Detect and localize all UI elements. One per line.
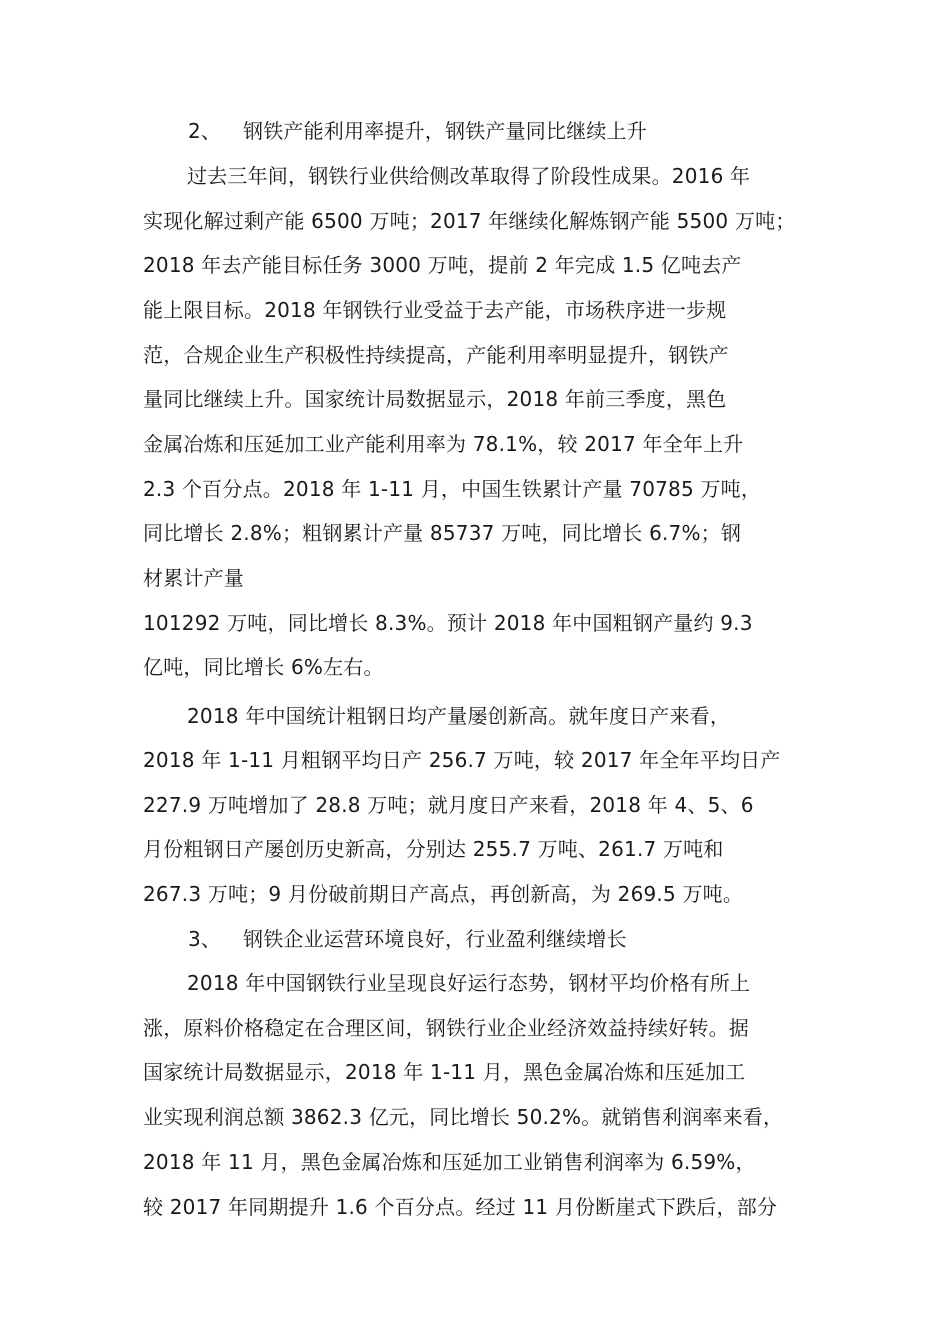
paragraph-line: 金属冶炼和压延加工业产能利用率为 78.1%，较 2017 年全年上升 [143,432,744,456]
paragraph-line: 2018 年 11 月，黑色金属冶炼和压延加工业销售利润率为 6.59%， [143,1150,756,1174]
paragraph-line: 亿吨，同比增长 6%左右。 [143,655,384,679]
paragraph-line: 2018 年去产能目标任务 3000 万吨，提前 2 年完成 1.5 亿吨去产 [143,253,742,277]
paragraph-line: 业实现利润总额 3862.3 亿元，同比增长 50.2%。就销售利润率来看， [143,1105,784,1129]
paragraph-line: 国家统计局数据显示，2018 年 1-11 月，黑色金属冶炼和压延加工 [143,1060,746,1084]
section-number: 3、 [188,927,222,951]
paragraph-line: 较 2017 年同期提升 1.6 个百分点。经过 11 月份断崖式下跌后，部分 [143,1195,778,1219]
paragraph-line: 2018 年中国统计粗钢日均产量屡创新高。就年度日产来看， [187,704,731,728]
paragraph-line: 范，合规企业生产积极性持续提高，产能利用率明显提升，钢铁产 [143,343,729,367]
paragraph-line: 227.9 万吨增加了 28.8 万吨；就月度日产来看，2018 年 4、5、6 [143,793,754,817]
section-title: 钢铁企业运营环境良好，行业盈利继续增长 [243,927,627,951]
paragraph-line: 实现化解过剩产能 6500 万吨；2017 年继续化解炼钢产能 5500 万吨； [143,209,796,233]
paragraph-line: 2018 年 1-11 月粗钢平均日产 256.7 万吨，较 2017 年全年平均日产 [143,748,781,772]
section-heading-2 [188,117,647,145]
paragraph-line: 材累计产量 [143,566,244,590]
paragraph-line: 涨，原料价格稳定在合理区间，钢铁行业企业经济效益持续好转。据 [143,1016,749,1040]
paragraph-line: 267.3 万吨；9 月份破前期日产高点，再创新高，为 269.5 万吨。 [143,882,744,906]
paragraph-line: 月份粗钢日产屡创历史新高，分别达 255.7 万吨、261.7 万吨和 [143,837,724,861]
paragraph-line: 2.3 个百分点。2018 年 1-11 月，中国生铁累计产量 70785 万吨， [143,477,762,501]
paragraph-line: 101292 万吨，同比增长 8.3%。预计 2018 年中国粗钢产量约 9.3 [143,611,753,635]
paragraph-line: 过去三年间，钢铁行业供给侧改革取得了阶段性成果。2016 年 [187,164,751,188]
section-heading-3 [188,925,627,953]
section-number: 2、 [188,119,222,143]
paragraph-line: 同比增长 2.8%；粗钢累计产量 85737 万吨，同比增长 6.7%；钢 [143,521,742,545]
paragraph-line: 2018 年中国钢铁行业呈现良好运行态势，钢材平均价格有所上 [187,971,751,995]
paragraph-line: 量同比继续上升。国家统计局数据显示，2018 年前三季度，黑色 [143,387,727,411]
paragraph-line: 能上限目标。2018 年钢铁行业受益于去产能，市场秩序进一步规 [143,298,727,322]
section-title: 钢铁产能利用率提升，钢铁产量同比继续上升 [243,119,647,143]
